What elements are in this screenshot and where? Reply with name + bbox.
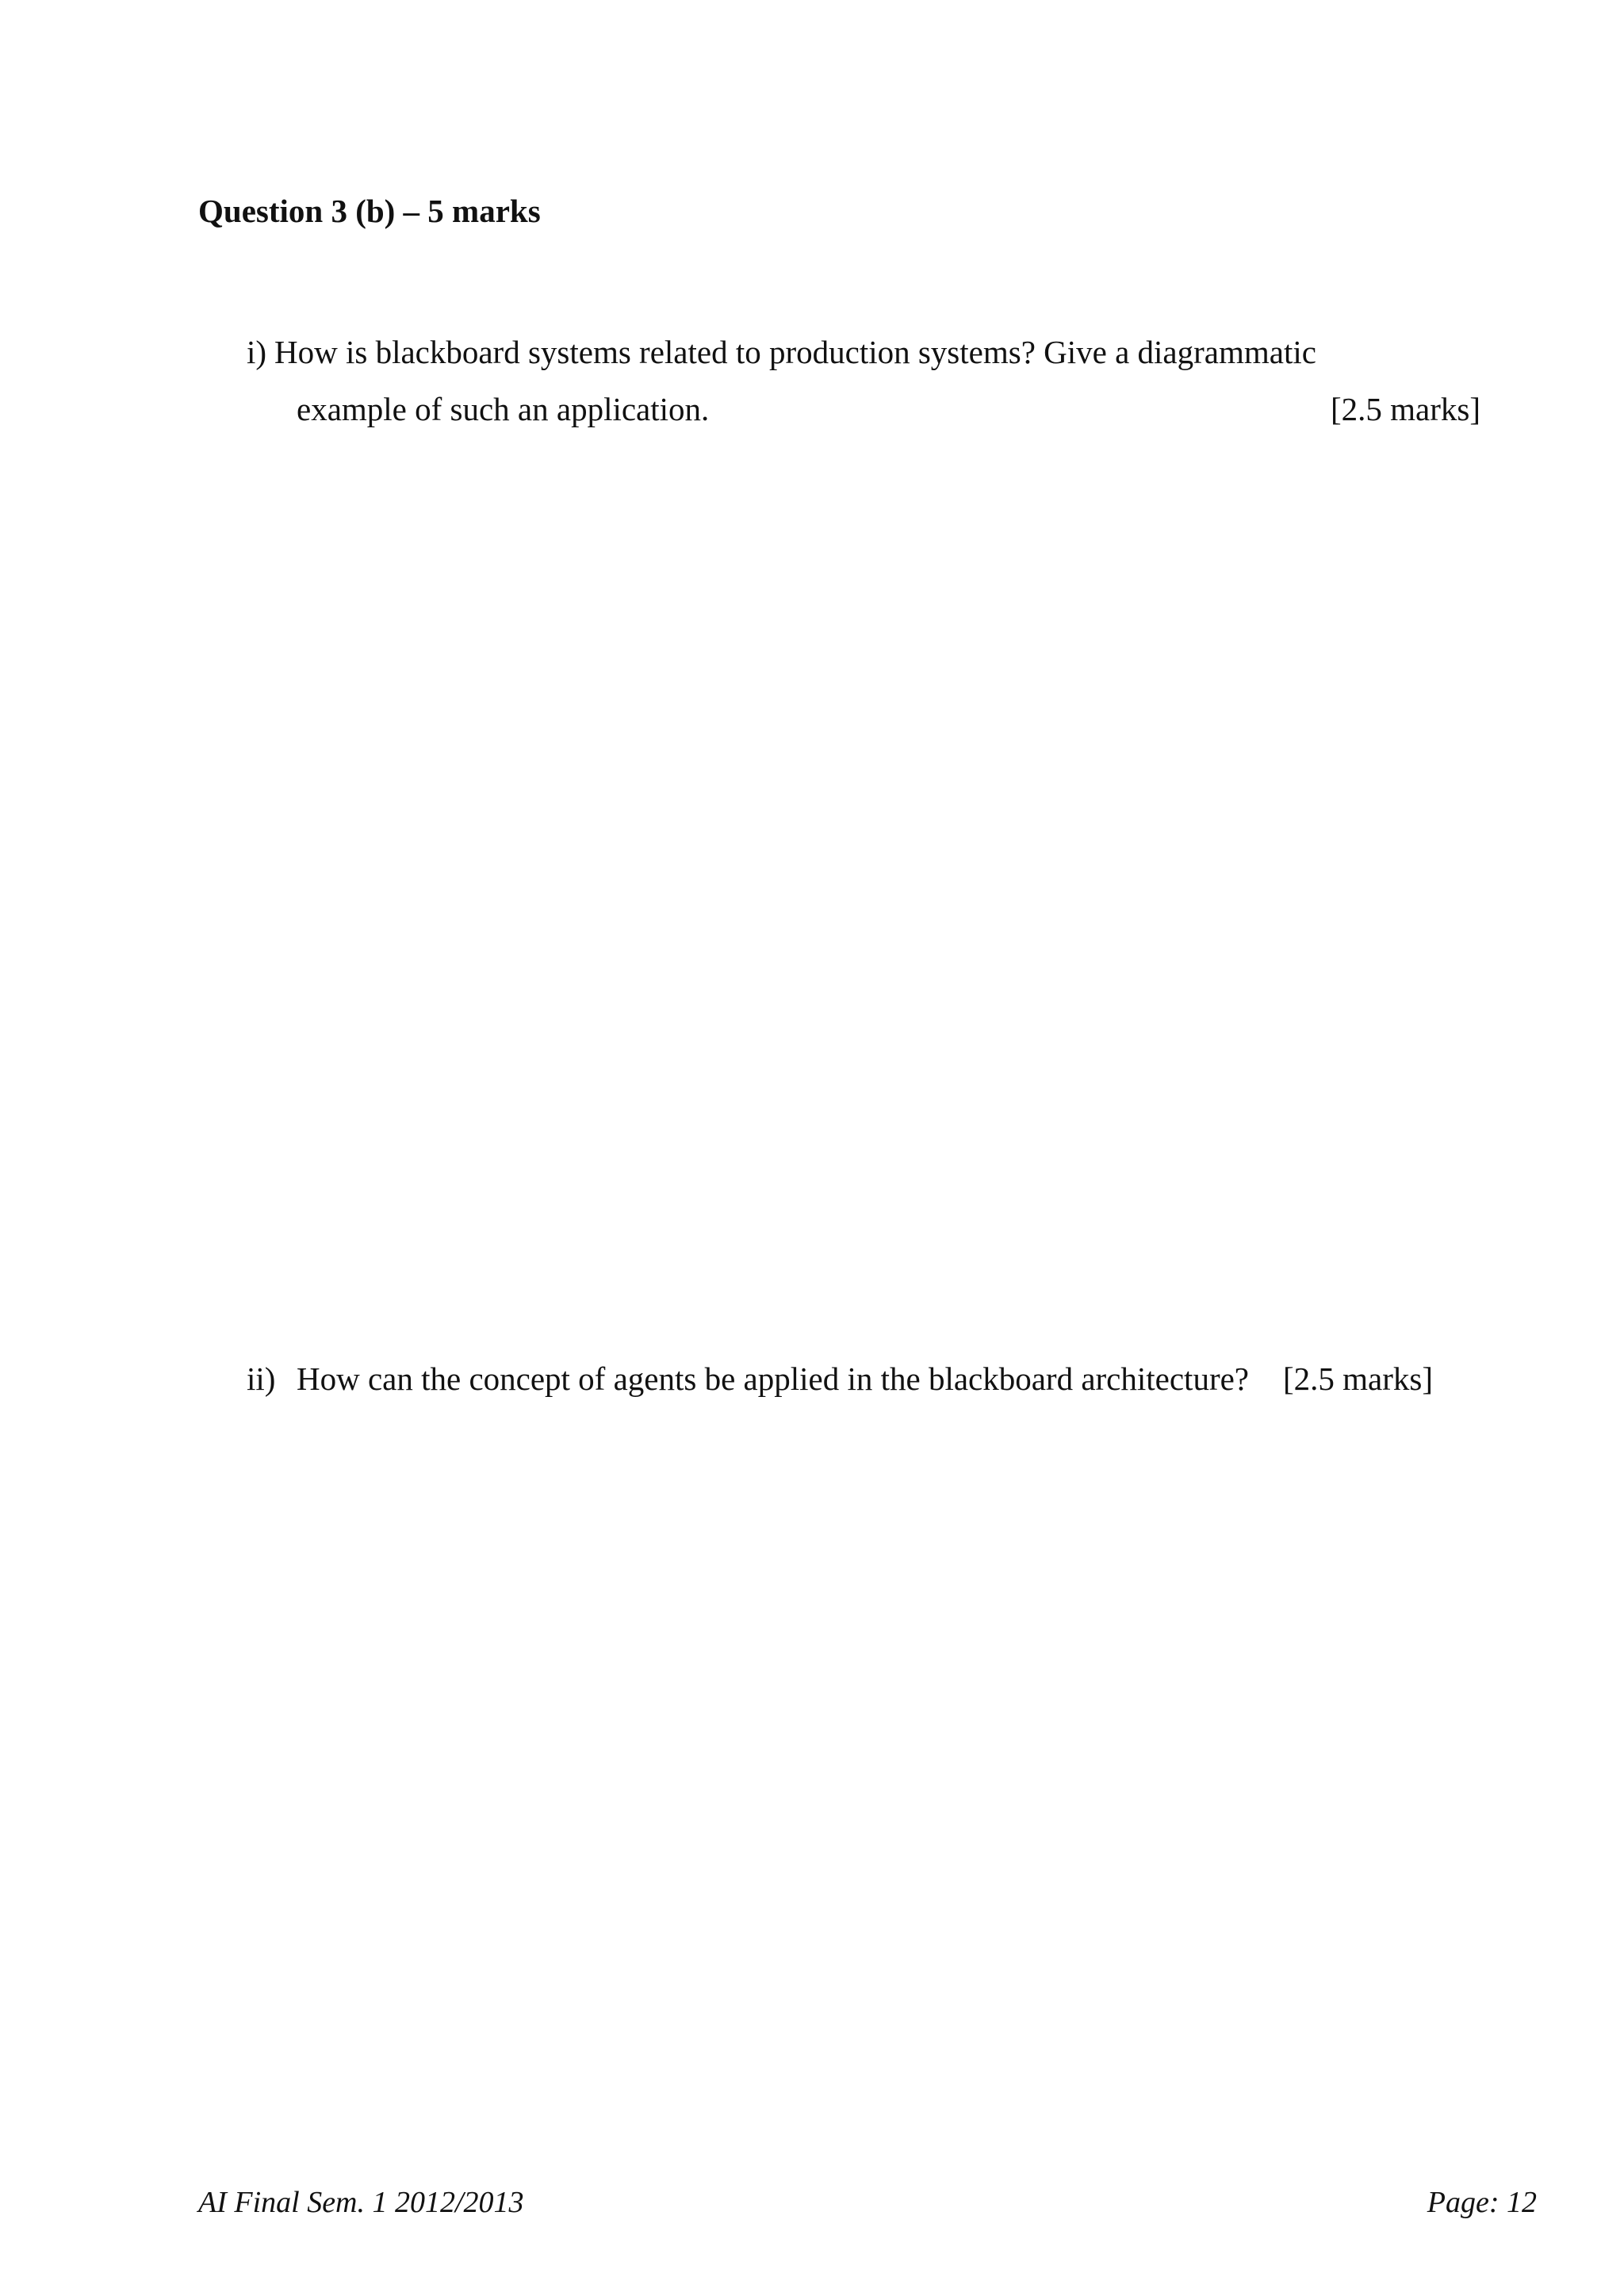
question-ii-number: ii) [247,1360,276,1397]
question-ii-marks: [2.5 marks] [1283,1360,1434,1397]
footer-exam-title: AI Final Sem. 1 2012/2013 [198,2186,524,2219]
question-ii-text: How can the concept of agents be applied in the blackboard architecture? [297,1360,1249,1397]
question-i-line-1: How is blackboard systems related to production systems? Give a diagrammatic [274,334,1316,370]
question-heading: Question 3 (b) – 5 marks [198,193,541,229]
question-i-line-2: example of such an application. [297,391,710,427]
footer-page-number: Page: 12 [1427,2186,1537,2219]
question-i-marks: [2.5 marks] [1331,391,1481,427]
question-i-number: i) [247,334,267,370]
